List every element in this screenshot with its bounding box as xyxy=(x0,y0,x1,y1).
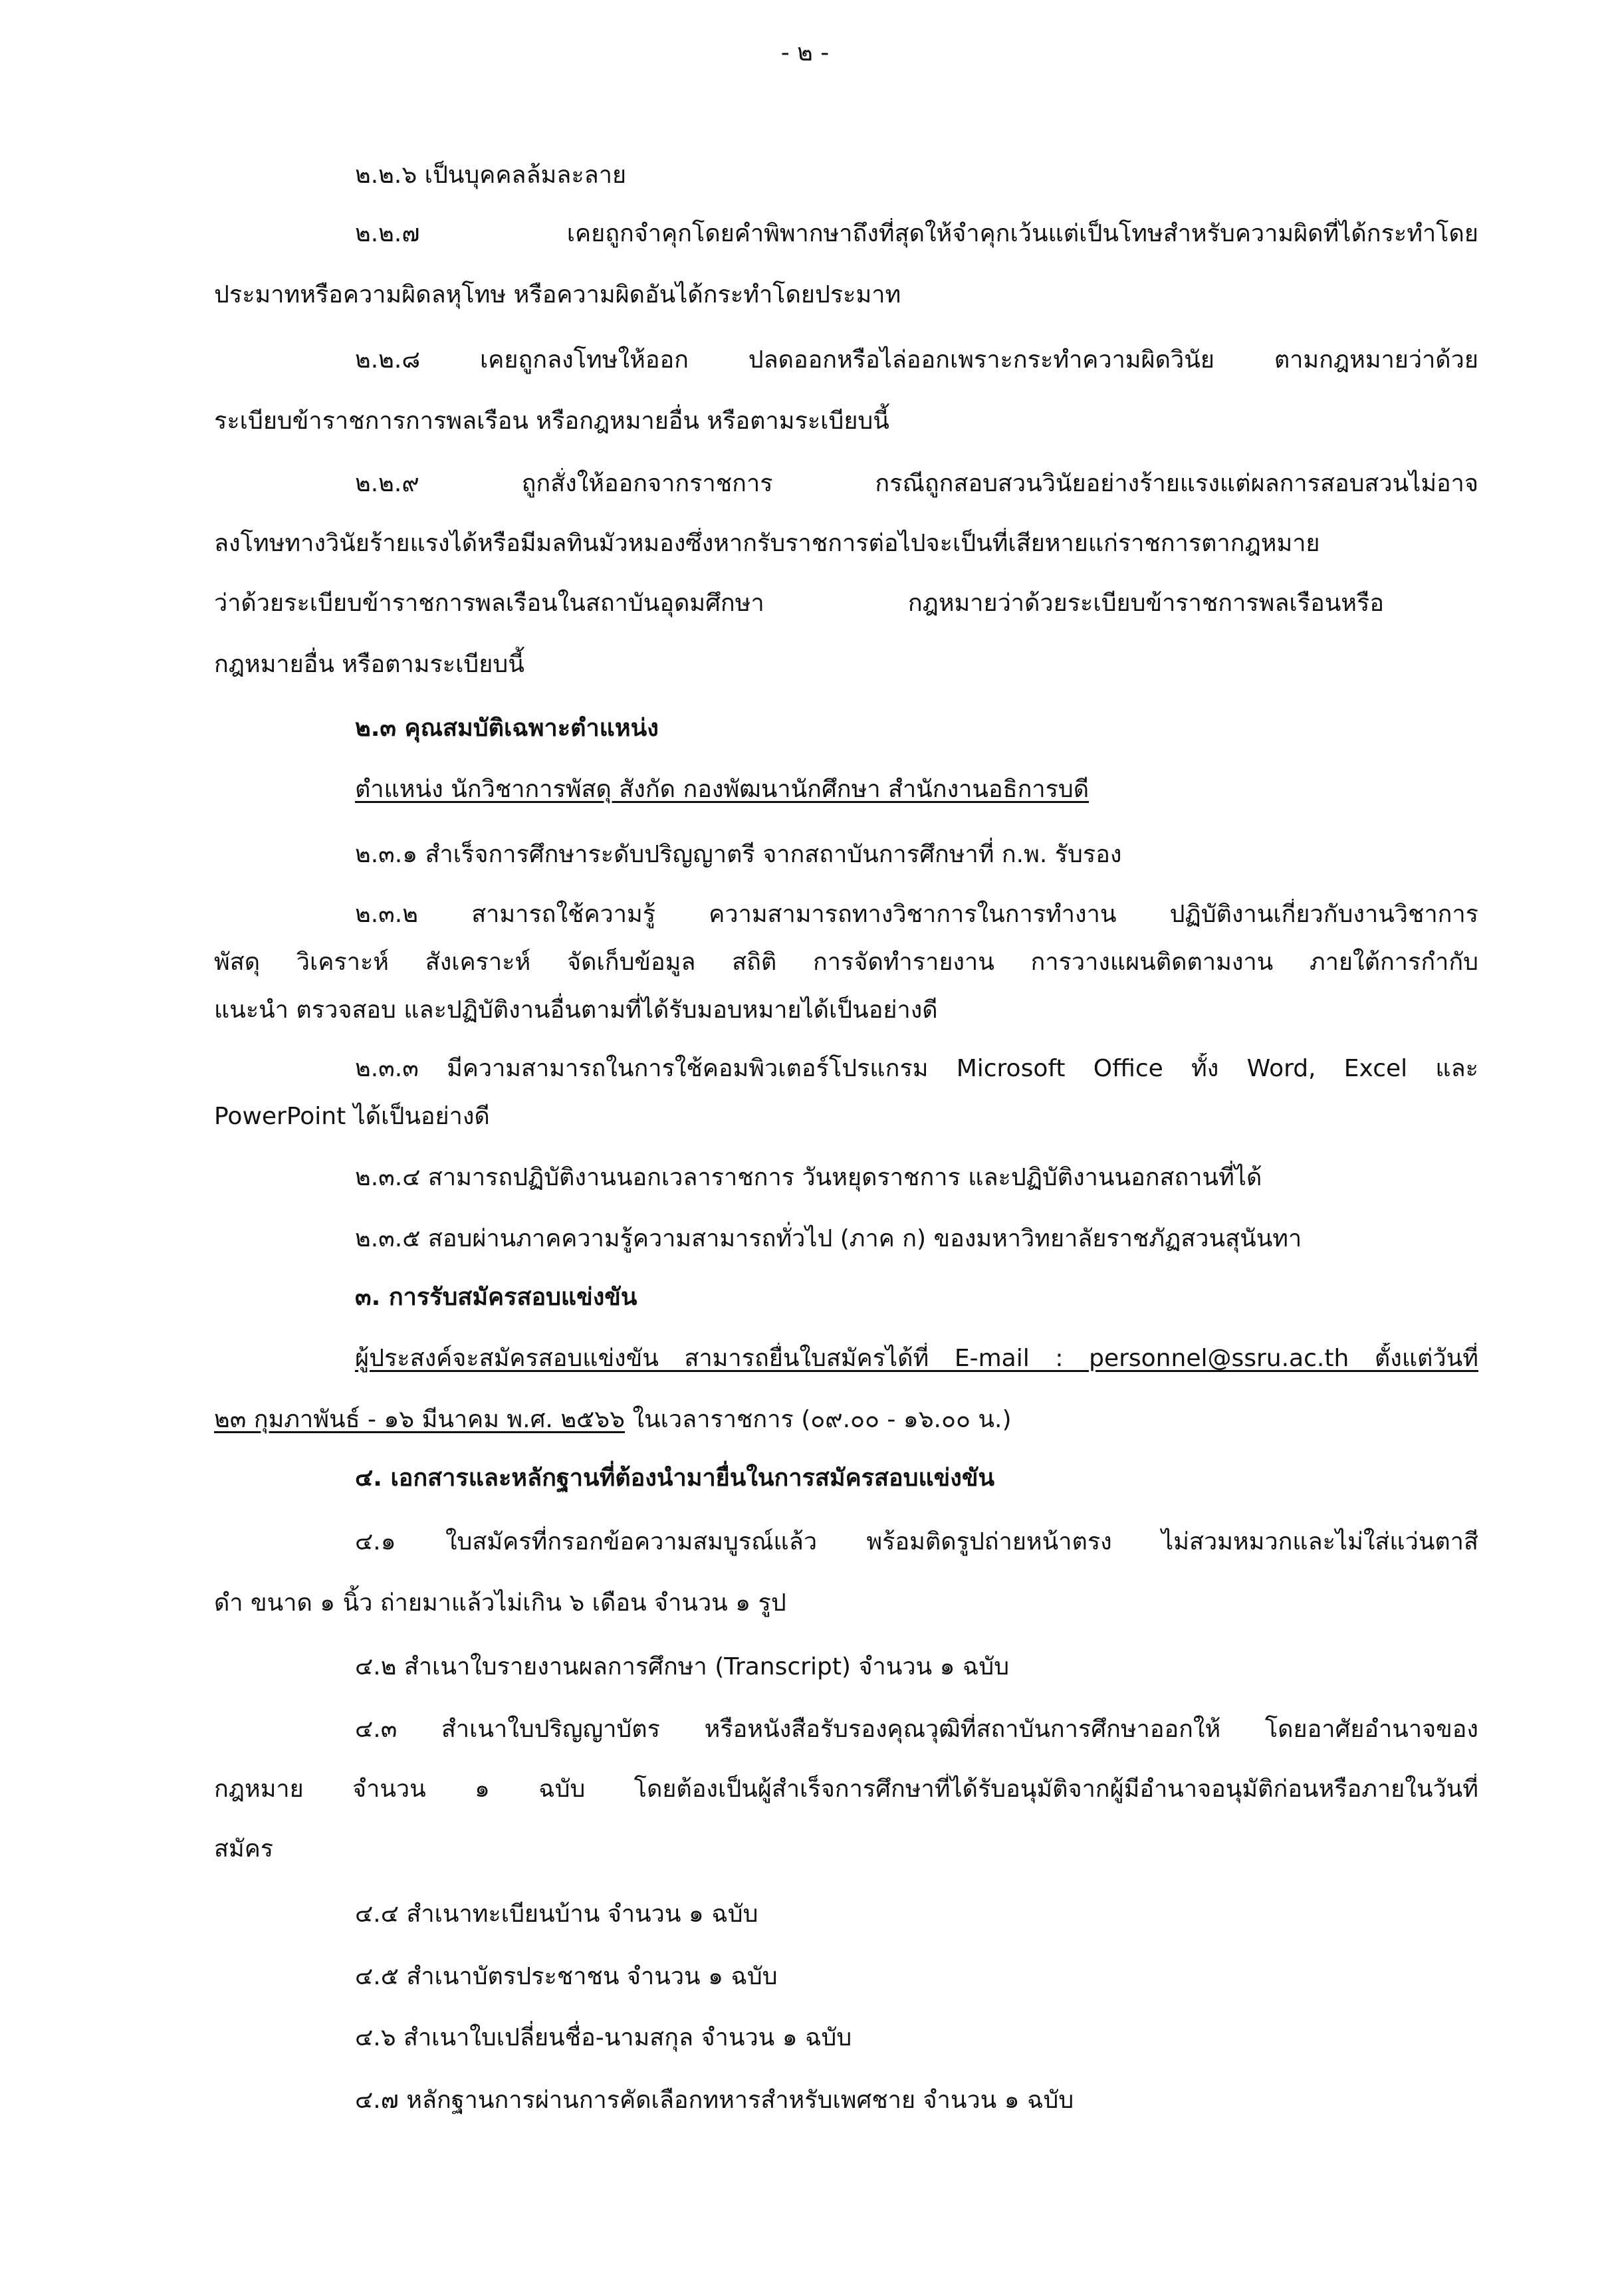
item-4-5: ๔.๕ สำเนาบัตรประชาชน จำนวน ๑ ฉบับ xyxy=(355,1963,778,1990)
section-4-heading: ๔. เอกสารและหลักฐานที่ต้องนำมายื่นในการสมัครสอบแข่งขัน xyxy=(355,1464,995,1492)
item-2-2-8-line1: ๒.๒.๘ เคยถูกลงโทษให้ออก ปลดออกหรือไล่ออกเพราะกระทำความผิดวินัย ตามกฎหมายว่าด้วย xyxy=(355,346,1478,374)
item-4-1-line1: ๔.๑ ใบสมัครที่กรอกข้อความสมบูรณ์แล้ว พร้อมติดรูปถ่ายหน้าตรง ไม่สวมหมวกและไม่ใส่แว่นตาสี xyxy=(355,1528,1478,1555)
item-2-3-1: ๒.๓.๑ สำเร็จการศึกษาระดับปริญญาตรี จากสถาบันการศึกษาที่ ก.พ. รับรอง xyxy=(355,841,1122,868)
position-title-line: ตำแหน่ง นักวิชาการพัสดุ สังกัด กองพัฒนานักศึกษา สำนักงานอธิการบดี xyxy=(355,776,1090,803)
item-2-3-4: ๒.๓.๔ สามารถปฏิบัติงานนอกเวลาราชการ วันหยุดราชการ และปฏิบัติงานนอกสถานที่ได้ xyxy=(355,1164,1262,1191)
item-2-3-2-line2: พัสดุ วิเคราะห์ สังเคราะห์ จัดเก็บข้อมูล สถิติ การจัดทำรายงาน การวางแผนติดตามงาน ภายใต้การกำกับ xyxy=(214,949,1478,976)
item-4-6: ๔.๖ สำเนาใบเปลี่ยนชื่อ-นามสกุล จำนวน ๑ ฉบับ xyxy=(355,2024,852,2051)
item-2-2-9-line2: ลงโทษทางวินัยร้ายแรงได้หรือมีมลทินมัวหมองซึ่งหากรับราชการต่อไปจะเป็นที่เสียหายแก่ราชการตากฎหมาย xyxy=(214,530,1320,557)
item-4-1-line2: ดำ ขนาด ๑ นิ้ว ถ่ายมาแล้วไม่เกิน ๖ เดือน จำนวน ๑ รูป xyxy=(214,1589,786,1617)
item-2-3-2-line3: แนะนำ ตรวจสอบ และปฏิบัติงานอื่นตามที่ได้รับมอบหมายได้เป็นอย่างดี xyxy=(214,996,938,1024)
item-2-3-3-line2: PowerPoint ได้เป็นอย่างดี xyxy=(214,1103,490,1130)
application-email-line: ผู้ประสงค์จะสมัครสอบแข่งขัน สามารถยื่นใบสมัครได้ที่ E-mail : personnel@ssru.ac.th ตั้งแต่วันที่ xyxy=(355,1345,1478,1372)
item-4-7: ๔.๗ หลักฐานการผ่านการคัดเลือกทหารสำหรับเพศชาย จำนวน ๑ ฉบับ xyxy=(355,2087,1074,2114)
page-number: - ๒ - xyxy=(780,39,830,66)
item-2-2-7-line1: ๒.๒.๗ เคยถูกจำคุกโดยคำพิพากษาถึงที่สุดให้จำคุกเว้นแต่เป็นโทษสำหรับความผิดที่ได้กระทำโดย xyxy=(355,220,1478,247)
application-period-line xyxy=(214,1404,1011,1436)
section-2-3-heading: ๒.๓ คุณสมบัติเฉพาะตำแหน่ง xyxy=(355,715,659,742)
item-4-4: ๔.๔ สำเนาทะเบียนบ้าน จำนวน ๑ ฉบับ xyxy=(355,1900,758,1928)
application-dates: ๒๓ กุมภาพันธ์ - ๑๖ มีนาคม พ.ศ. ๒๕๖๖ xyxy=(214,1406,625,1433)
office-hours: ในเวลาราชการ (๐๙.๐๐ - ๑๖.๐๐ น.) xyxy=(625,1406,1012,1433)
item-4-2: ๔.๒ สำเนาใบรายงานผลการศึกษา (Transcript) จำนวน ๑ ฉบับ xyxy=(355,1653,1010,1680)
item-2-3-3-line1: ๒.๓.๓ มีความสามารถในการใช้คอมพิวเตอร์โปรแกรม Microsoft Office ทั้ง Word, Excel และ xyxy=(355,1055,1478,1082)
item-2-2-8-line2: ระเบียบข้าราชการการพลเรือน หรือกฎหมายอื่น หรือตามระเบียบนี้ xyxy=(214,407,889,435)
item-2-2-9-line1: ๒.๒.๙ ถูกสั่งให้ออกจากราชการ กรณีถูกสอบสวนวินัยอย่างร้ายแรงแต่ผลการสอบสวนไม่อาจ xyxy=(355,470,1478,497)
item-2-2-9-line4: กฎหมายอื่น หรือตามระเบียบนี้ xyxy=(214,651,524,678)
section-3-heading: ๓. การรับสมัครสอบแข่งขัน xyxy=(355,1284,637,1311)
item-2-3-2-line1: ๒.๓.๒ สามารถใช้ความรู้ ความสามารถทางวิชาการในการทำงาน ปฏิบัติงานเกี่ยวกับงานวิชาการ xyxy=(355,901,1478,928)
item-4-3-line2: กฎหมาย จำนวน ๑ ฉบับ โดยต้องเป็นผู้สำเร็จการศึกษาที่ได้รับอนุมัติจากผู้มีอำนาจอนุมัติก่อนหรือภายในวันที่ xyxy=(214,1776,1478,1803)
item-4-3-line1: ๔.๓ สำเนาใบปริญญาบัตร หรือหนังสือรับรองคุณวุฒิที่สถาบันการศึกษาออกให้ โดยอาศัยอำนาจของ xyxy=(355,1716,1478,1743)
item-4-3-line3: สมัคร xyxy=(214,1835,274,1863)
item-2-2-7-line2: ประมาทหรือความผิดลหุโทษ หรือความผิดอันได้กระทำโดยประมาท xyxy=(214,281,901,308)
item-2-2-6: ๒.๒.๖ เป็นบุคคลล้มละลาย xyxy=(355,162,627,189)
item-2-2-9-line3: ว่าด้วยระเบียบข้าราชการพลเรือนในสถาบันอุดมศึกษา กฎหมายว่าด้วยระเบียบข้าราชการพลเรือนหรือ xyxy=(214,590,1384,617)
item-2-3-5: ๒.๓.๕ สอบผ่านภาคความรู้ความสามารถทั่วไป (ภาค ก) ของมหาวิทยาลัยราชภัฏสวนสุนันทา xyxy=(355,1225,1302,1252)
